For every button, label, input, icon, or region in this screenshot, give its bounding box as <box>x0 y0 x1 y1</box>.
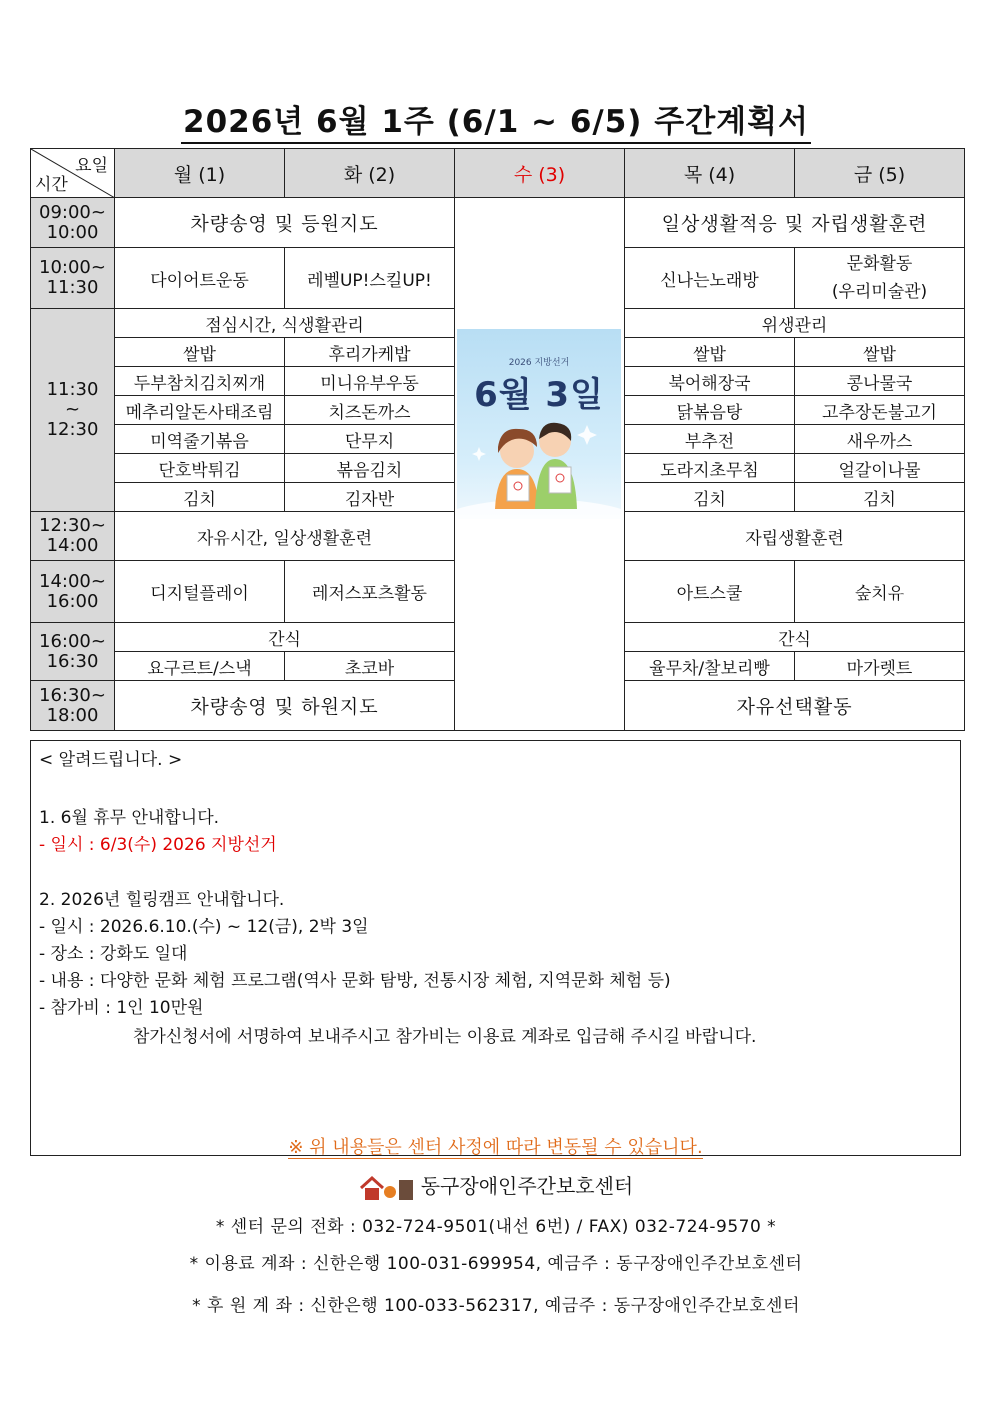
snack-item: 초코바 <box>285 652 455 681</box>
voters-illustration <box>457 329 621 519</box>
day-header-tue: 화 (2) <box>285 149 455 198</box>
activity-cell: 레저스포츠활동 <box>285 561 455 623</box>
notice-line: - 내용 : 다양한 문화 체험 프로그램(역사 문화 탐방, 전통시장 체험, 지역문화 체험 등) <box>39 971 671 991</box>
activity-cell: 차량송영 및 등원지도 <box>115 198 455 248</box>
activity-cell: 신나는노래방 <box>625 248 795 309</box>
corner-header <box>31 149 115 198</box>
menu-item: 후리가케밥 <box>285 338 455 367</box>
time-text: 12:30 <box>46 419 99 440</box>
menu-item: 쌀밥 <box>795 338 965 367</box>
page-title: 2026년 6월 1주 (6/1 ~ 6/5) 주간계획서 <box>0 96 992 141</box>
activity-text: 문화활동 <box>846 254 913 274</box>
menu-item: 닭볶음탕 <box>625 396 795 425</box>
time-cell <box>31 309 115 512</box>
time-cell: 09:00~ 10:00 <box>31 198 115 248</box>
menu-item: 두부참치김치찌개 <box>115 367 285 396</box>
menu-item: 쌀밥 <box>115 338 285 367</box>
donation-account: * 후 원 계 좌 : 신한은행 100-033-562317, 예금주 : 동구장애인주간보호센터 <box>192 1296 800 1316</box>
time-cell: 16:00~ 16:30 <box>31 623 115 681</box>
election-day-poster <box>457 329 621 519</box>
menu-item: 미니유부우동 <box>285 367 455 396</box>
corner-day-label: 요일 <box>75 156 108 176</box>
day-header-thu: 목 (4) <box>625 149 795 198</box>
activity-cell: 다이어트운동 <box>115 248 285 309</box>
poster-subtitle: 2026 지방선거 <box>508 358 570 368</box>
notice-box <box>30 740 961 1156</box>
notice-line: 2. 2026년 힐링캠프 안내합니다. <box>39 890 285 910</box>
menu-item: 쌀밥 <box>625 338 795 367</box>
menu-item: 김치 <box>795 483 965 512</box>
time-cell: 16:30~ 18:00 <box>31 681 115 731</box>
activity-cell: 자유시간, 일상생활훈련 <box>115 512 455 561</box>
menu-item: 김치 <box>115 483 285 512</box>
org-logo <box>0 1170 992 1202</box>
fee-account: * 이용료 계좌 : 신한은행 100-031-699954, 예금주 : 동구장애인주간보호센터 <box>189 1254 803 1274</box>
menu-item: 단호박튀김 <box>115 454 285 483</box>
activity-cell: 일상생활적응 및 자립생활훈련 <box>625 198 965 248</box>
menu-item: 볶음김치 <box>285 454 455 483</box>
time-cell: 14:00~ 16:00 <box>31 561 115 623</box>
activity-cell <box>795 248 965 309</box>
menu-item: 고추장돈불고기 <box>795 396 965 425</box>
notice-heading: < 알려드립니다. > <box>39 750 183 770</box>
corner-time-label: 시간 <box>35 175 68 195</box>
time-text: 11:30 <box>46 379 99 400</box>
menu-item: 미역줄기볶음 <box>115 425 285 454</box>
menu-item: 부추전 <box>625 425 795 454</box>
activity-text: (우리미술관) <box>831 282 928 302</box>
notice-line: 1. 6월 휴무 안내합니다. <box>39 808 220 828</box>
time-cell: 10:00~ 11:30 <box>31 248 115 309</box>
menu-item: 북어해장국 <box>625 367 795 396</box>
menu-item: 김자반 <box>285 483 455 512</box>
poster-date: 6월 3일 <box>474 375 604 415</box>
time-cell: 12:30~ 14:00 <box>31 512 115 561</box>
snack-item: 율무차/찰보리빵 <box>625 652 795 681</box>
wednesday-holiday-cell <box>455 198 625 731</box>
notice-footnote: ※ 위 내용들은 센터 사정에 따라 변동될 수 있습니다. <box>288 1137 703 1158</box>
menu-item: 치즈돈까스 <box>285 396 455 425</box>
activity-cell: 숲치유 <box>795 561 965 623</box>
menu-item: 새우까스 <box>795 425 965 454</box>
menu-item: 김치 <box>625 483 795 512</box>
snack-item: 요구르트/스낵 <box>115 652 285 681</box>
time-text: ~ <box>64 399 81 420</box>
menu-item: 단무지 <box>285 425 455 454</box>
org-name: 동구장애인주간보호센터 <box>420 1174 634 1198</box>
center-logo-icon <box>359 1174 415 1202</box>
notice-line: - 일시 : 2026.6.10.(수) ~ 12(금), 2박 3일 <box>39 917 369 937</box>
contact-phone: * 센터 문의 전화 : 032-724-9501(내선 6번) / FAX) 032-724-9570 * <box>215 1217 777 1237</box>
activity-cell: 레벨UP!스킬UP! <box>285 248 455 309</box>
activity-cell: 위생관리 <box>625 309 965 338</box>
day-header-mon: 월 (1) <box>115 149 285 198</box>
activity-cell: 아트스쿨 <box>625 561 795 623</box>
menu-item: 도라지초무침 <box>625 454 795 483</box>
activity-cell: 자유선택활동 <box>625 681 965 731</box>
notice-line: 참가신청서에 서명하여 보내주시고 참가비는 이용료 계좌로 입금해 주시길 바랍니다. <box>133 1027 757 1047</box>
activity-cell: 간식 <box>625 623 965 652</box>
notice-line-highlight: - 일시 : 6/3(수) 2026 지방선거 <box>39 835 277 855</box>
day-header-wed: 수 (3) <box>455 149 625 198</box>
activity-cell: 점심시간, 식생활관리 <box>115 309 455 338</box>
menu-item: 콩나물국 <box>795 367 965 396</box>
weekly-schedule-table <box>30 148 965 731</box>
activity-cell: 차량송영 및 하원지도 <box>115 681 455 731</box>
activity-cell: 간식 <box>115 623 455 652</box>
day-header-fri: 금 (5) <box>795 149 965 198</box>
notice-line: - 참가비 : 1인 10만원 <box>39 998 204 1018</box>
menu-item: 메추리알돈사태조림 <box>115 396 285 425</box>
snack-item: 마가렛트 <box>795 652 965 681</box>
activity-cell: 자립생활훈련 <box>625 512 965 561</box>
menu-item: 얼갈이나물 <box>795 454 965 483</box>
activity-cell: 디지털플레이 <box>115 561 285 623</box>
notice-line: - 장소 : 강화도 일대 <box>39 944 188 964</box>
